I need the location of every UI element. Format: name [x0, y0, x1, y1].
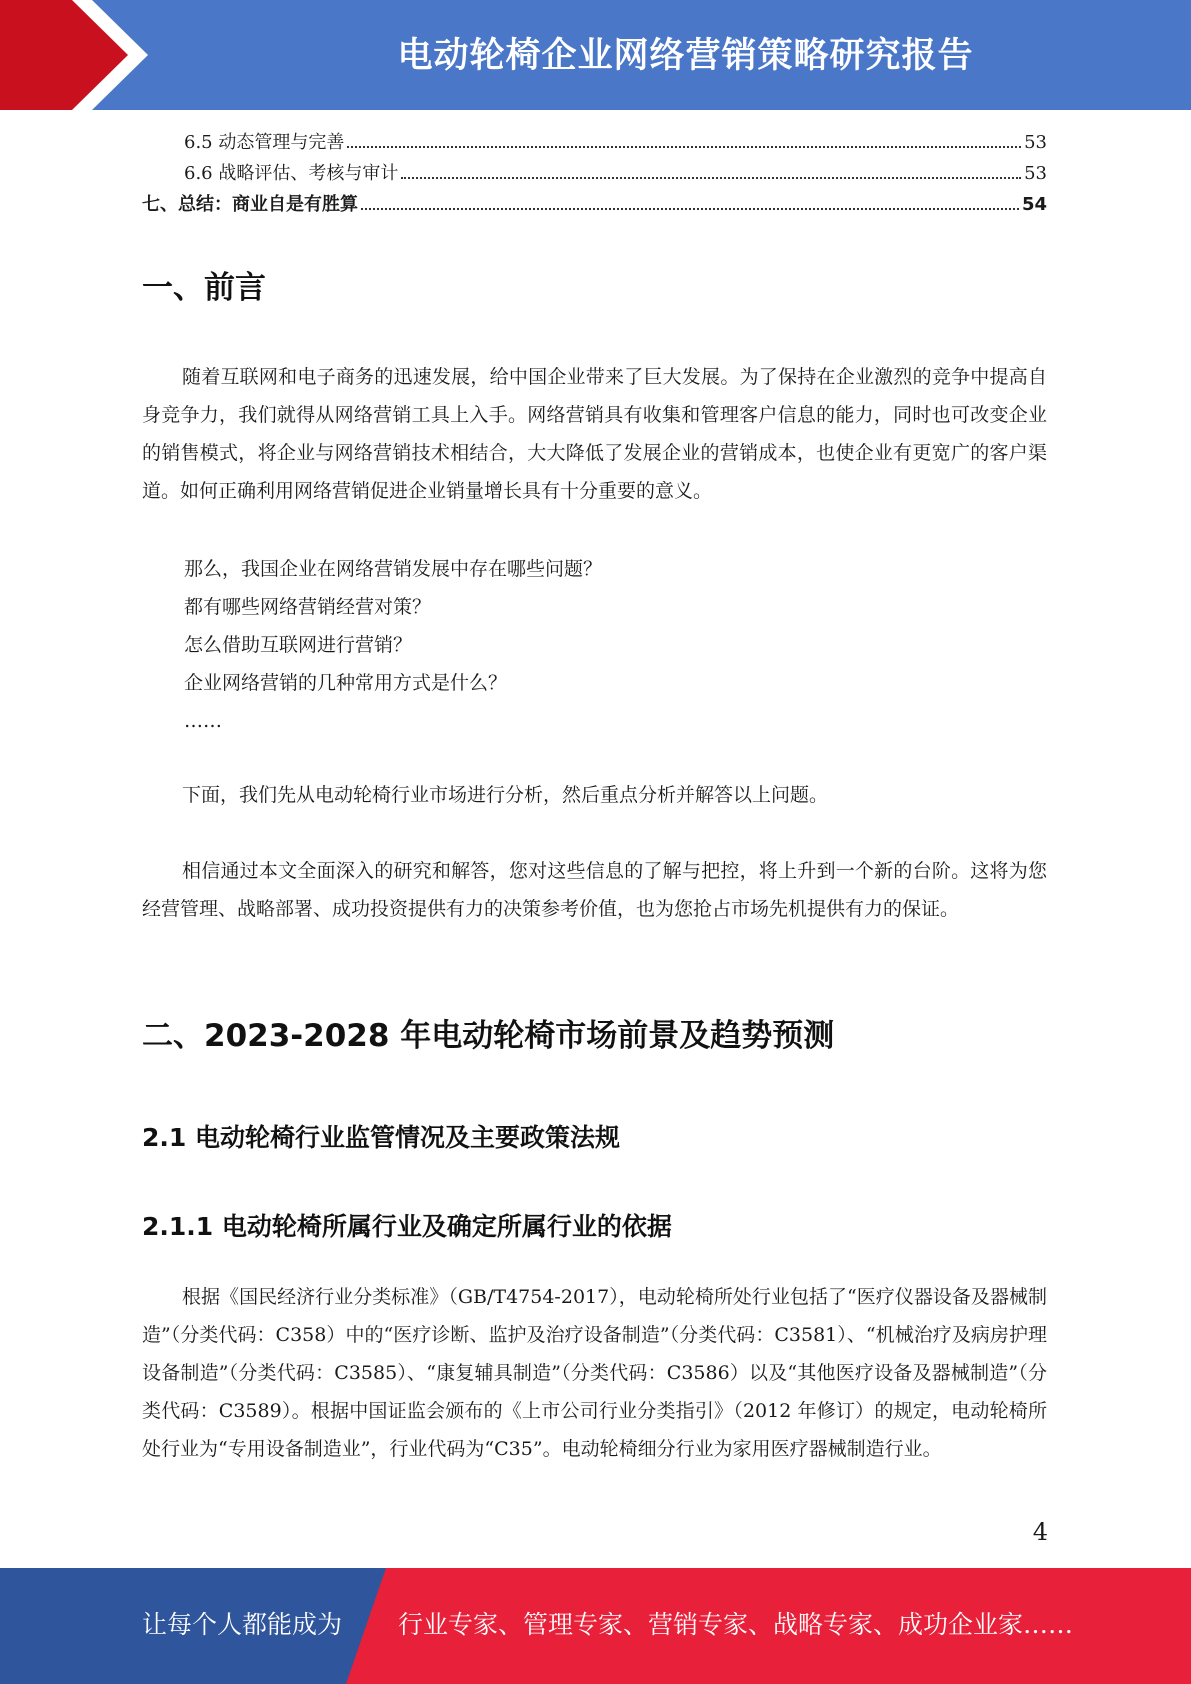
toc-entry[interactable] [142, 190, 1047, 221]
footer-slogan-left: 让每个人都能成为 [142, 1610, 343, 1639]
classification-paragraph: 根据《国民经济行业分类标准》（GB/T4754-2017），电动轮椅所处行业包括了“医疗仪器设备及器械制造”（分类代码：C358）中的“医疗诊断、监护及治疗设备制造”（分类代码：C3581）、“机械治疗及病房护理设备制造”（分类代码：C3585）、“康复辅具制造”（分类代码：C3586）以及“其他医疗设备及器械制造”（分类代码：C3589）。根据中国证监会颁布的《上市公司行业分类指引》（2012 年修订）的规定，电动轮椅所处行业为“专用设备制造业”，行业代码为“C35”。电动轮椅细分行业为家用医疗器械制造行业。 [142, 1286, 1047, 1460]
report-title: 电动轮椅企业网络营销策略研究报告 [397, 36, 974, 76]
toc-leader-dots [347, 146, 1021, 148]
toc-entry-title: 七、总结：商业自是有胜算 [142, 194, 358, 215]
subsection-heading-regulation: 2.1 电动轮椅行业监管情况及主要政策法规 [142, 1123, 620, 1152]
toc-leader-dots [401, 177, 1021, 179]
toc-entry-title: 6.5 动态管理与完善 [184, 132, 345, 153]
question-item: 怎么借助互联网进行营销？ [184, 634, 413, 656]
question-item: 都有哪些网络营销经营对策？ [184, 596, 432, 618]
table-of-contents [142, 128, 1047, 221]
question-item: …… [184, 710, 222, 732]
toc-entry-page: 53 [1024, 132, 1047, 153]
toc-leader-dots [361, 208, 1019, 210]
preface-paragraph-2: 下面，我们先从电动轮椅行业市场进行分析，然后重点分析并解答以上问题。 [182, 784, 829, 806]
subsection-heading-industry-classification: 2.1.1 电动轮椅所属行业及确定所属行业的依据 [142, 1212, 672, 1241]
page-footer [0, 1568, 1191, 1684]
question-item: 企业网络营销的几种常用方式是什么？ [184, 672, 508, 694]
section-heading-preface: 一、前言 [142, 270, 266, 306]
footer-slogan-right: 行业专家、管理专家、营销专家、战略专家、成功企业家…… [398, 1610, 1074, 1639]
question-list [184, 550, 602, 740]
page-header [0, 0, 1191, 110]
preface-paragraph-1: 随着互联网和电子商务的迅速发展，给中国企业带来了巨大发展。为了保持在企业激烈的竞争中提高自身竞争力，我们就得从网络营销工具上入手。网络营销具有收集和管理客户信息的能力，同时也可改变企业的销售模式，将企业与网络营销技术相结合，大大降低了发展企业的营销成本，也使企业有更宽广的客户渠道。如何正确利用网络营销促进企业销量增长具有十分重要的意义。 [142, 366, 1047, 502]
page-number: 4 [1032, 1518, 1048, 1546]
question-item: 那么，我国企业在网络营销发展中存在哪些问题？ [184, 558, 603, 580]
toc-entry[interactable] [142, 159, 1047, 190]
section-heading-market-forecast: 二、2023-2028 年电动轮椅市场前景及趋势预测 [142, 1018, 835, 1054]
preface-paragraph-3: 相信通过本文全面深入的研究和解答，您对这些信息的了解与把控，将上升到一个新的台阶。这将为您经营管理、战略部署、成功投资提供有力的决策参考价值，也为您抢占市场先机提供有力的保证。 [142, 860, 1047, 920]
toc-entry-page: 53 [1024, 163, 1047, 184]
toc-entry-title: 6.6 战略评估、考核与审计 [184, 163, 399, 184]
toc-entry[interactable] [142, 128, 1047, 159]
toc-entry-page: 54 [1021, 194, 1047, 215]
header-chevron-decoration [0, 0, 160, 110]
